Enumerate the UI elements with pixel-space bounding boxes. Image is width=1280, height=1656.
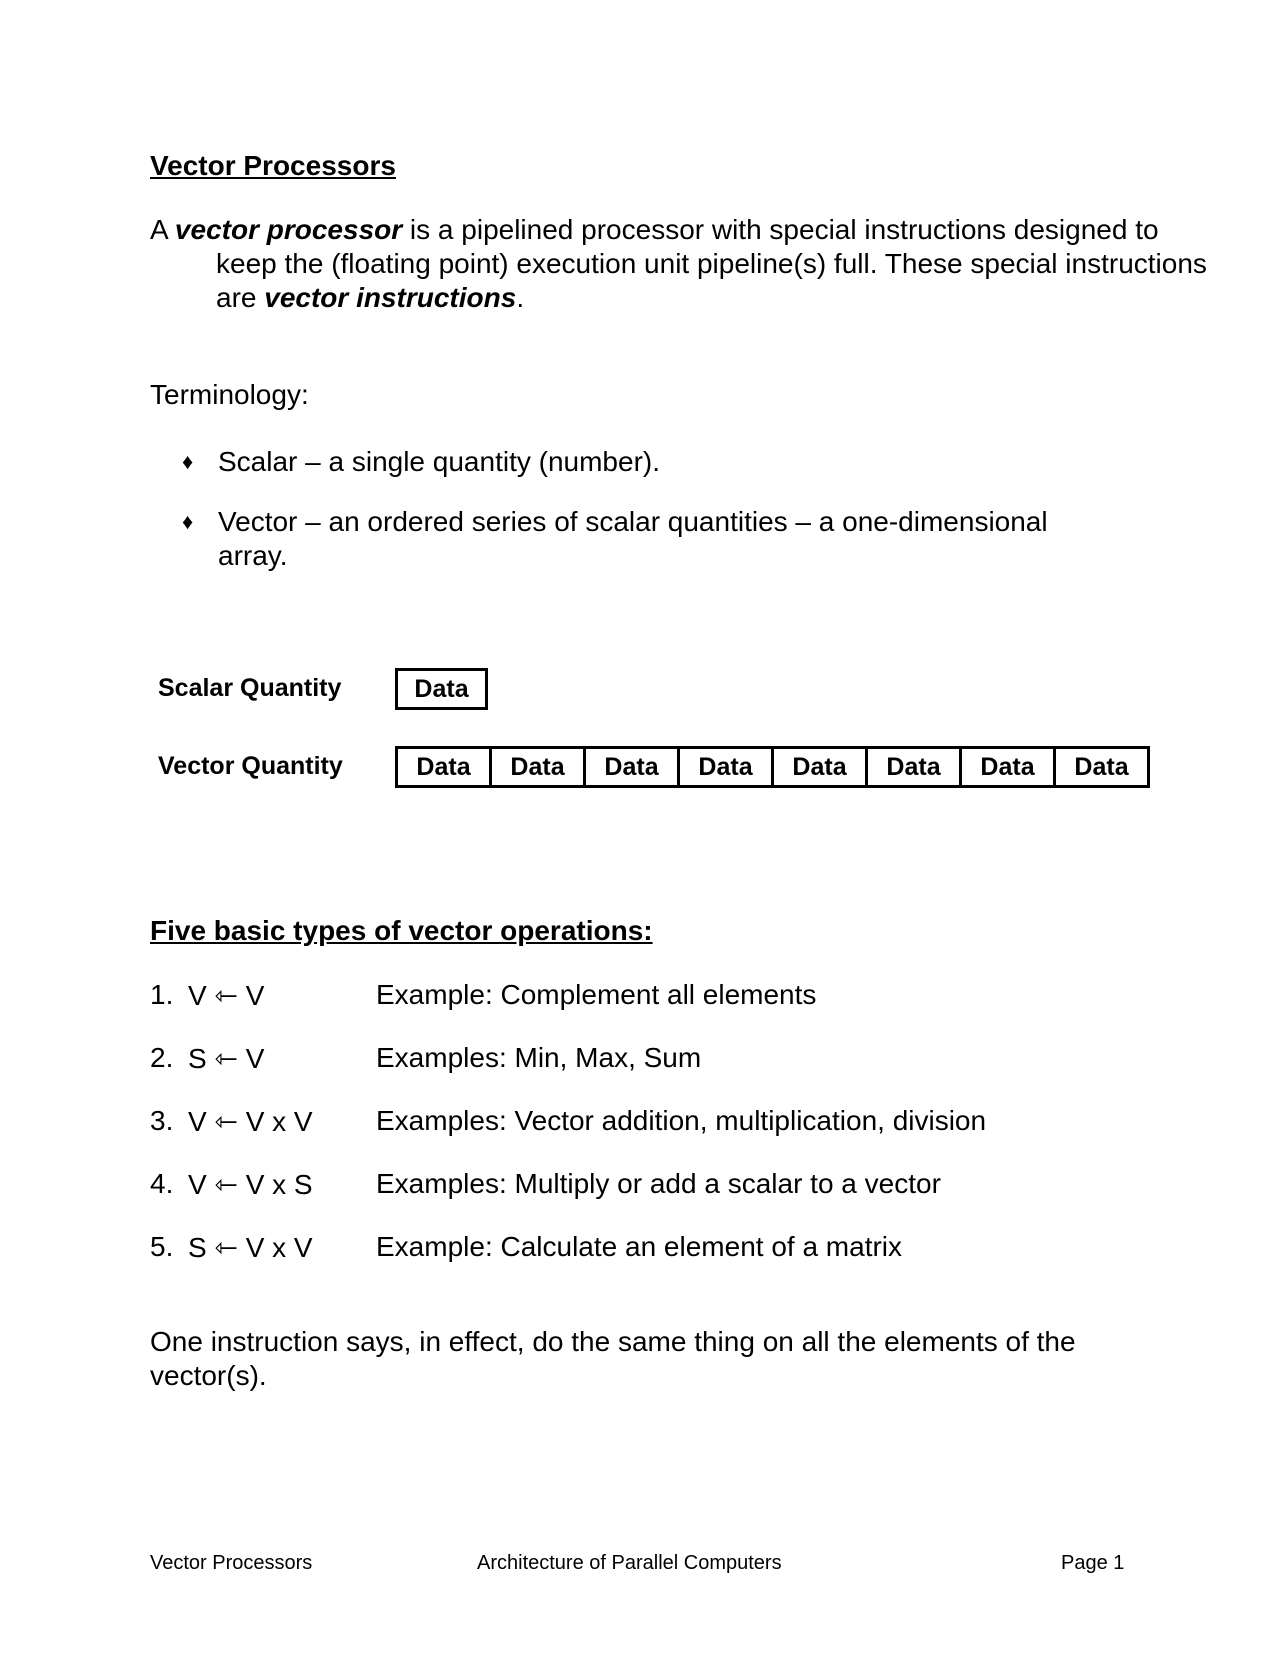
bullet-text: Scalar – a single quantity (number). [218,446,660,477]
diamond-bullet-icon: ♦ [182,509,194,534]
intro-text-2: is a pipelined processor with special instructions designed to keep the (floating point) execution unit pipeline(s) full. These special instructions are [216,214,1207,313]
operation-number: 4. [150,1168,174,1199]
vector-data-cell: Data [1074,753,1129,781]
vector-data-row [395,746,1150,788]
operation-number: 5. [150,1231,174,1262]
footer-center: Architecture of Parallel Computers [477,1552,782,1574]
vector-data-cell: Data [774,749,868,785]
intro-text-1: A [150,214,175,245]
operation-formula: V ⇽ V x S [188,1169,313,1200]
operations-heading: Five basic types of vector operations: [150,915,653,946]
terminology-label: Terminology: [150,379,309,410]
vector-data-cell: Data [586,749,680,785]
vector-data-cell: Data [492,749,586,785]
operation-formula: V ⇽ V [188,980,265,1011]
term-vector-instructions: vector instructions [264,282,517,313]
footer-page-number: Page 1 [1061,1552,1125,1574]
operation-example: Examples: Multiply or add a scalar to a vector [376,1168,941,1199]
list-item [182,505,1082,575]
operation-example: Examples: Min, Max, Sum [376,1042,702,1073]
vector-data-cell: Data [868,749,962,785]
vector-quantity-label: Vector Quantity [158,752,343,780]
operation-number: 1. [150,979,174,1010]
operation-example: Examples: Vector addition, multiplication, division [376,1105,987,1136]
intro-paragraph [150,213,1216,315]
operation-formula: S ⇽ V x V [188,1232,313,1263]
operation-example: Example: Calculate an element of a matrix [376,1231,903,1262]
vector-data-cell: Data [398,749,492,785]
vector-data-cell: Data [962,749,1056,785]
closing-paragraph: One instruction says, in effect, do the same thing on all the elements of the vector(s). [150,1326,1076,1391]
operation-number: 2. [150,1042,174,1073]
page-title: Vector Processors [150,150,396,181]
operation-formula: V ⇽ V x V [188,1106,313,1137]
bullet-text: Vector – an ordered series of scalar quantities – a one-dimensional array. [218,506,1048,571]
scalar-data-cell: Data [395,668,488,710]
scalar-quantity-label: Scalar Quantity [158,674,342,702]
intro-text-3: . [516,282,525,313]
operation-formula: S ⇽ V [188,1043,265,1074]
footer-left: Vector Processors [150,1552,313,1574]
term-vector-processor: vector processor [174,214,403,245]
operation-number: 3. [150,1105,174,1136]
vector-data-cell: Data [680,749,774,785]
diamond-bullet-icon: ♦ [182,449,194,474]
list-item [182,445,1082,485]
operation-example: Example: Complement all elements [376,979,817,1010]
